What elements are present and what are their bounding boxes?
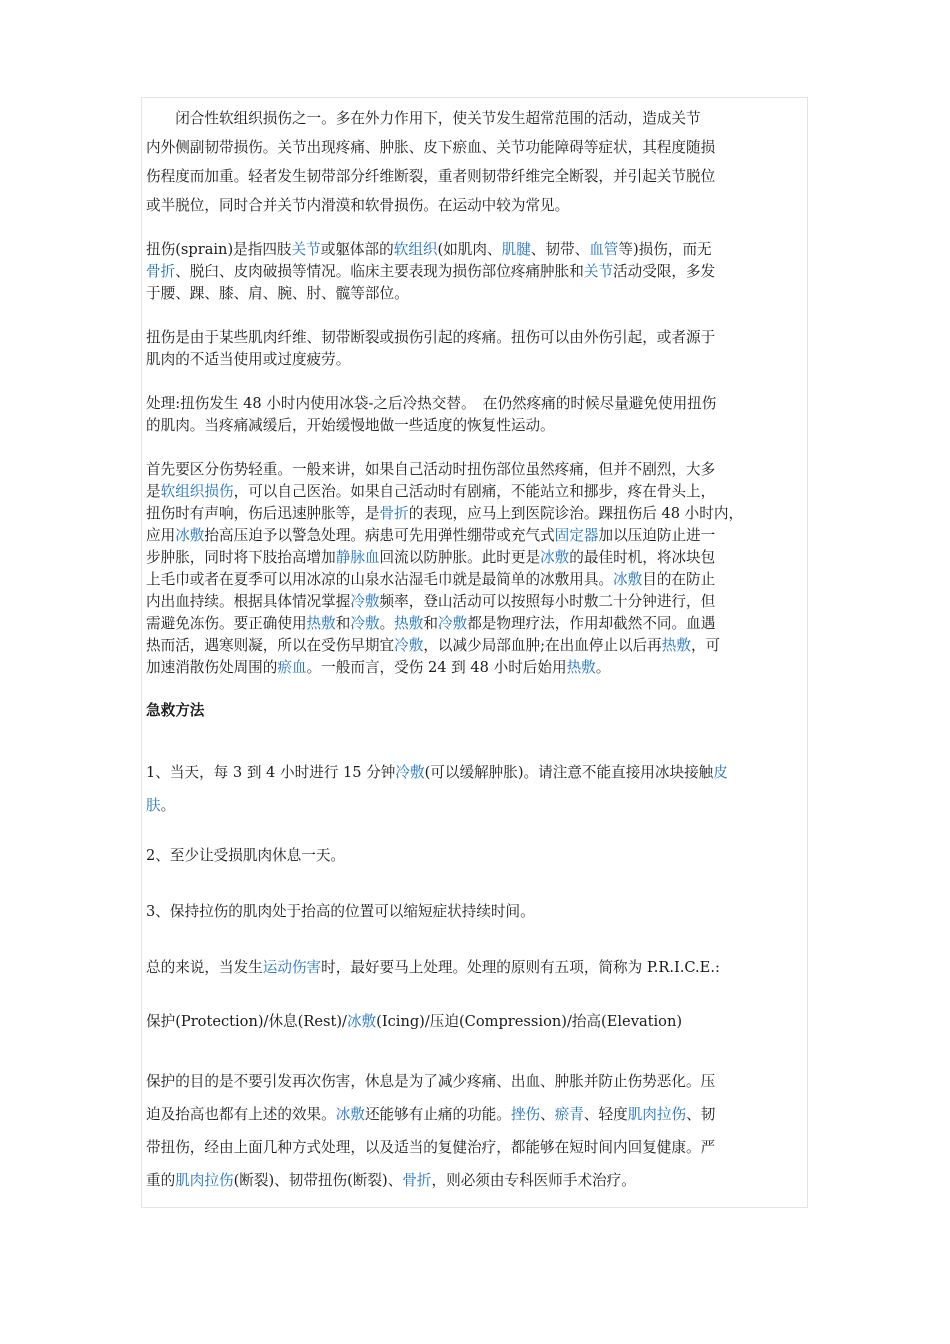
- link-joint[interactable]: 关节: [291, 241, 321, 258]
- link-cold-compress[interactable]: 冷敷: [350, 615, 380, 632]
- link-ice-pack[interactable]: 冰敷: [175, 527, 205, 544]
- text-line: 肌肉的不适当使用或过度疲劳。: [146, 351, 351, 368]
- link-joint[interactable]: 关节: [583, 263, 614, 280]
- text-line: 保护的目的是不要引发再次伤害，休息是为了减少疼痛、出血、肿胀并防止伤势恶化。压: [146, 1073, 716, 1090]
- text-line: 处理:扭伤发生 48 小时内使用冰袋-之后冷热交替。 在仍然疼痛的时候尽量避免使用扭伤: [146, 395, 717, 412]
- text-line: 内出血持续。根据具体情况掌握冷敷频率，登山活动可以按照每小时敷二十分钟进行，但: [146, 593, 716, 610]
- sprain-cause-paragraph: [146, 327, 818, 371]
- text-line: 骨折、脱臼、皮肉破损等情况。临床主要表现为损伤部位疼痛肿胀和关节活动受限，多发: [146, 263, 716, 280]
- text-line: 或半脱位，同时合并关节内滑漠和软骨损伤。在运动中较为常见。: [146, 197, 570, 214]
- text-line: 肤。: [146, 797, 176, 814]
- text-line: 重的肌肉拉伤(断裂)、韧带扭伤(断裂)、骨折，则必须由专科医师手术治疗。: [146, 1172, 636, 1189]
- link-ice-pack[interactable]: 冰敷: [613, 571, 643, 588]
- link-fracture[interactable]: 骨折: [402, 1172, 432, 1189]
- first-aid-step-1: [146, 756, 818, 822]
- link-contusion[interactable]: 挫伤: [510, 1106, 541, 1123]
- text-line: 伤程度而加重。轻者发生韧带部分纤维断裂，重者则韧带纤维完全断裂，并引起关节脱位: [146, 168, 716, 185]
- link-sports-injury[interactable]: 运动伤害: [262, 959, 322, 976]
- text-line: 步肿胀，同时将下肢抬高增加静脉血回流以防肿胀。此时更是冰敷的最佳时机，将冰块包: [146, 549, 716, 566]
- text-line: 内外侧副韧带损伤。关节出现疼痛、肿胀、皮下瘀血、关节功能障碍等症状，其程度随损: [146, 139, 716, 156]
- text-line: 扭伤(sprain)是指四肢关节或躯体部的软组织(如肌肉、肌腱、韧带、血管等)损伤，而无: [146, 241, 712, 258]
- first-aid-heading: 急救方法: [146, 702, 205, 719]
- link-muscle-strain[interactable]: 肌肉拉伤: [627, 1106, 687, 1123]
- text-line: 的肌肉。当疼痛减缓后，开始缓慢地做一些适度的恢复性运动。: [146, 417, 555, 434]
- text-line: 扭伤是由于某些肌肉纤维、韧带断裂或损伤引起的疼痛。扭伤可以由外伤引起，或者源于: [146, 329, 716, 346]
- first-aid-step-3: 3、保持拉伤的肌肉处于抬高的位置可以缩短症状持续时间。: [146, 903, 535, 920]
- text-line: 应用冰敷抬高压迫予以警急处理。病患可先用弹性绷带或充气式固定器加以压迫防止进一: [146, 527, 716, 544]
- link-soft-tissue-injury[interactable]: 软组织损伤: [160, 483, 234, 500]
- text-line: 热而活，遇寒则凝，所以在受伤早期宜冷敷，以减少局部血肿;在出血停止以后再热敷，可: [146, 637, 721, 654]
- link-ice-pack[interactable]: 冰敷: [540, 549, 570, 566]
- link-ice-pack[interactable]: 冰敷: [346, 1013, 377, 1030]
- text-line: 首先要区分伤势轻重。一般来讲，如果自己活动时扭伤部位虽然疼痛，但并不剧烈，大多: [146, 461, 716, 478]
- text-line: 是软组织损伤，可以自己医治。如果自己活动时有剧痛，不能站立和挪步，疼在骨头上，: [146, 483, 716, 500]
- link-skin[interactable]: 皮: [713, 764, 728, 781]
- link-cold-compress[interactable]: 冷敷: [395, 764, 425, 781]
- link-fixator[interactable]: 固定器: [554, 527, 599, 544]
- text-line: 迫及抬高也都有上述的效果。冰敷还能够有止痛的功能。挫伤、瘀青、轻度肌肉拉伤、韧: [146, 1106, 716, 1123]
- link-bruise[interactable]: 瘀青: [554, 1106, 584, 1123]
- link-cold-compress[interactable]: 冷敷: [394, 637, 424, 654]
- link-skin[interactable]: 肤: [146, 797, 161, 814]
- text-line: 带扭伤，经由上面几种方式处理，以及适当的复健治疗，都能够在短时间内回复健康。严: [146, 1139, 716, 1156]
- link-cold-compress[interactable]: 冷敷: [437, 615, 468, 632]
- price-summary: 总的来说，当发生运动伤害时，最好要马上处理。处理的原则有五项，简称为 P.R.I.C.E.:: [146, 959, 720, 976]
- first-aid-step-2: 2、至少让受损肌肉休息一天。: [146, 847, 346, 864]
- text-line: 闭合性软组织损伤之一。多在外力作用下，使关节发生超常范围的活动，造成关节: [146, 110, 701, 127]
- text-line: 1、当天，每 3 到 4 小时进行 15 分钟冷敷(可以缓解肿胀)。请注意不能直接用冰块接触皮: [146, 764, 728, 781]
- link-fracture[interactable]: 骨折: [146, 263, 176, 280]
- link-tendon[interactable]: 肌腱: [501, 241, 531, 258]
- link-blood-vessel[interactable]: 血管: [589, 241, 619, 258]
- sprain-definition-paragraph: [146, 239, 818, 305]
- text-line: 上毛巾或者在夏季可以用冰凉的山泉水沾湿毛巾就是最简单的冰敷用具。冰敷目的在防止: [146, 571, 716, 588]
- price-principles: 保护(Protection)/休息(Rest)/冰敷(Icing)/压迫(Compression)/抬高(Elevation): [146, 1013, 683, 1030]
- link-hot-compress[interactable]: 热敷: [566, 659, 596, 676]
- link-soft-tissue[interactable]: 软组织: [393, 241, 438, 258]
- link-hot-compress[interactable]: 热敷: [306, 615, 336, 632]
- link-hot-compress[interactable]: 热敷: [394, 615, 424, 632]
- link-cold-compress[interactable]: 冷敷: [350, 593, 380, 610]
- link-ice-pack[interactable]: 冰敷: [335, 1106, 365, 1123]
- treatment-paragraph: [146, 393, 818, 437]
- intro-paragraph: [146, 104, 818, 220]
- text-line: 需避免冻伤。要正确使用热敷和冷敷。热敷和冷敷都是物理疗法，作用却截然不同。血遇: [146, 615, 716, 632]
- link-muscle-strain[interactable]: 肌肉拉伤: [175, 1172, 234, 1189]
- text-line: 扭伤时有声响，伤后迅速肿胀等，是骨折的表现，应马上到医院诊治。踝扭伤后 48 小时内，: [146, 505, 744, 522]
- link-venous-blood[interactable]: 静脉血: [335, 549, 380, 566]
- closing-paragraph: [146, 1065, 818, 1197]
- text-line: 加速消散伤处周围的瘀血。一般而言，受伤 24 到 48 小时后始用热敷。: [146, 659, 611, 676]
- document-page: [141, 97, 808, 1208]
- link-fracture[interactable]: 骨折: [379, 505, 409, 522]
- severity-paragraph: [146, 459, 818, 679]
- link-bruise-blood[interactable]: 瘀血: [277, 659, 307, 676]
- text-line: 于腰、踝、膝、肩、腕、肘、髋等部位。: [146, 285, 409, 302]
- link-hot-compress[interactable]: 热敷: [661, 637, 691, 654]
